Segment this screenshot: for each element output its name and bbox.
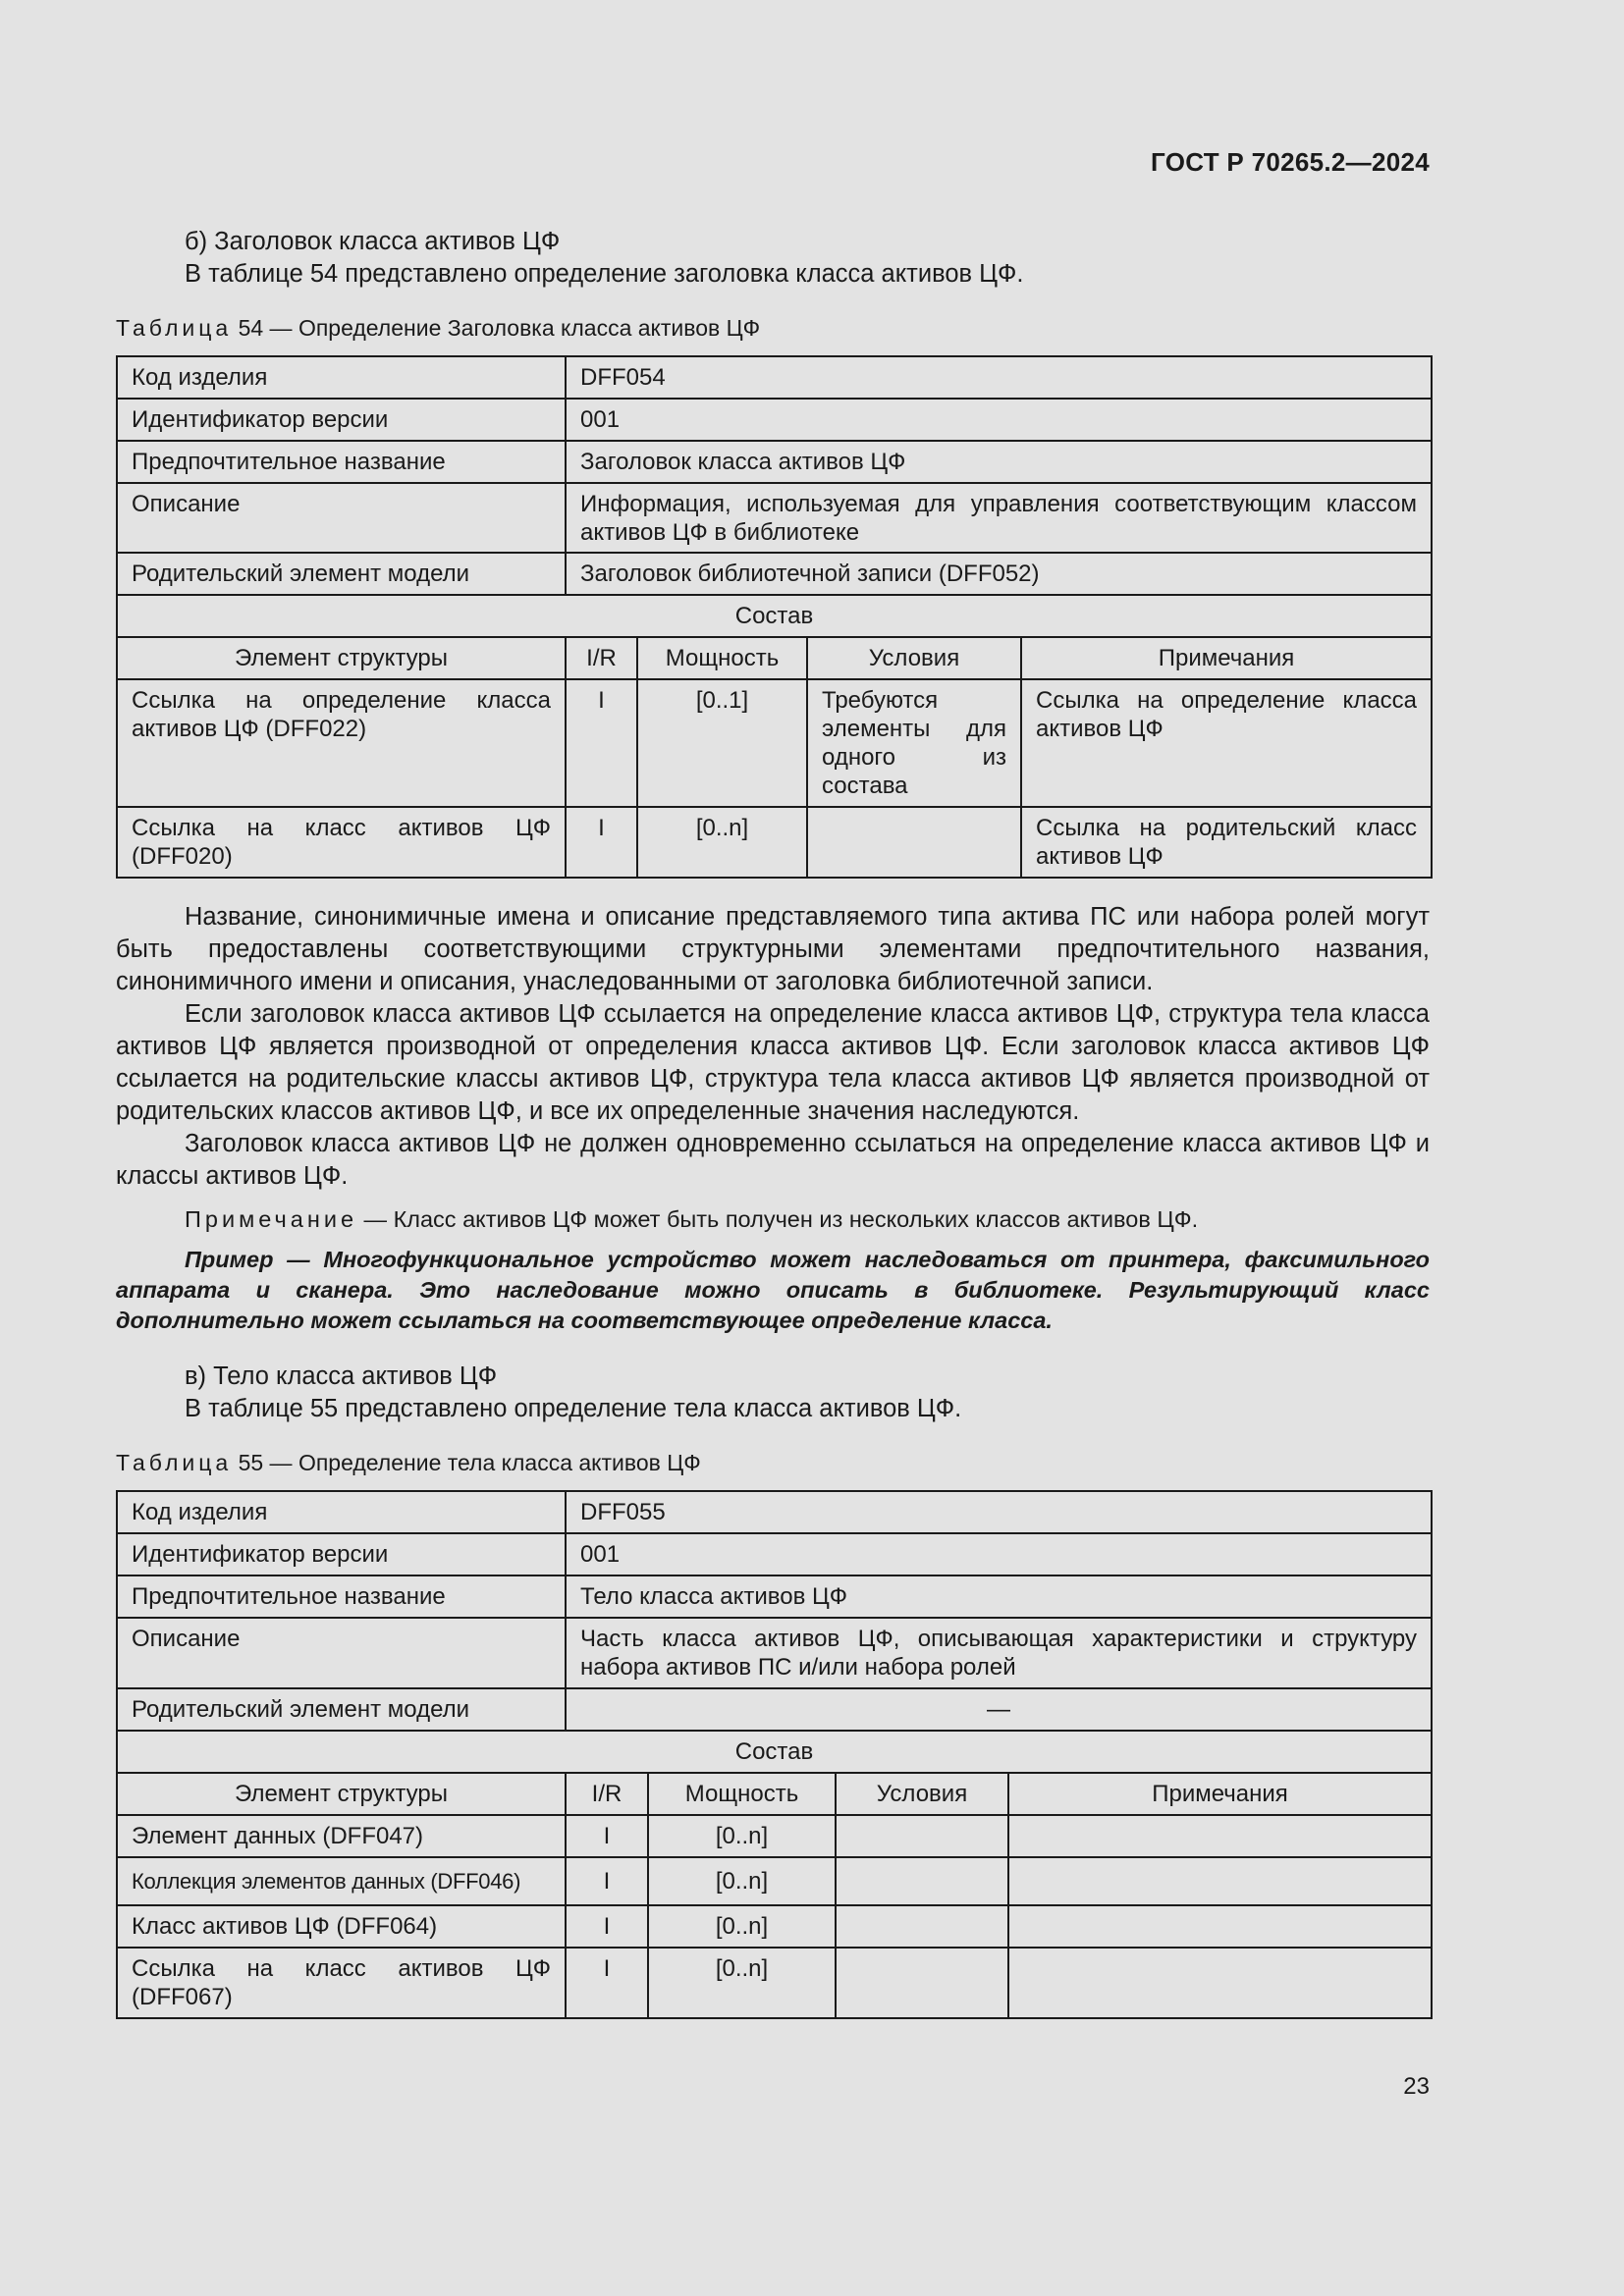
row-label: Код изделия (117, 356, 566, 399)
table-row (117, 1575, 1432, 1618)
row-value: 001 (566, 1533, 1432, 1575)
section-v-heading: в) Тело класса активов ЦФ (185, 1362, 498, 1390)
column-header-row (117, 637, 1432, 679)
item-cardinality: [0..n] (648, 1948, 836, 2018)
item-cardinality: [0..n] (637, 807, 807, 878)
row-label: Код изделия (117, 1491, 566, 1533)
item-element: Элемент данных (DFF047) (117, 1815, 566, 1857)
item-ir: I (566, 807, 637, 878)
table54-caption-rest: 54 — Определение Заголовка класса активов ЦФ (232, 315, 761, 341)
item-conditions (836, 1905, 1008, 1948)
table-row (117, 1688, 1432, 1731)
item-conditions (836, 1948, 1008, 2018)
row-value: Заголовок класса активов ЦФ (566, 441, 1432, 483)
table-row (117, 807, 1432, 878)
table55-caption-prefix: Таблица (116, 1450, 233, 1475)
row-value: Тело класса активов ЦФ (566, 1575, 1432, 1618)
item-element: Ссылка на определение класса активов ЦФ (DFF022) (117, 679, 566, 807)
item-notes: Ссылка на определение класса активов ЦФ (1021, 679, 1432, 807)
paragraph-1: Название, синонимичные имена и описание представляемого типа актива ПС или набора ролей могут быть предоставлены соответствующими структурными элементами предпочтительного названия, синонимичного имени и описания, унаследованными от заголовка библиотечной записи. (116, 903, 1430, 995)
table55 (116, 1490, 1430, 2019)
table-row (117, 553, 1432, 595)
table54-caption-prefix: Таблица (116, 315, 233, 341)
row-value: Заголовок библиотечной записи (DFF052) (566, 553, 1432, 595)
document-code: ГОСТ Р 70265.2—2024 (1151, 147, 1430, 177)
item-conditions (836, 1857, 1008, 1905)
item-notes (1008, 1905, 1432, 1948)
column-header-row (117, 1773, 1432, 1815)
body-text (116, 901, 1430, 1336)
row-value: DFF054 (566, 356, 1432, 399)
column-header: Элемент структуры (117, 637, 566, 679)
table54 (116, 355, 1430, 879)
table-row (117, 483, 1432, 553)
column-header: Мощность (637, 637, 807, 679)
table-row (117, 1905, 1432, 1948)
item-notes (1008, 1815, 1432, 1857)
table-row (117, 441, 1432, 483)
column-header: Условия (836, 1773, 1008, 1815)
example: Пример — Многофункциональное устройство может наследоваться от принтера, факсимильного аппарата и сканера. Это наследование можно описать в библиотеке. Результирующий класс дополнительно может ссылаться на соответствующее определение класса. (116, 1247, 1430, 1333)
section-b-intro-text: В таблице 54 представлено определение заголовка класса активов ЦФ. (185, 260, 1024, 288)
table-row (117, 679, 1432, 807)
page-number: 23 (1403, 2073, 1430, 2100)
item-cardinality: [0..1] (637, 679, 807, 807)
row-label: Предпочтительное название (117, 1575, 566, 1618)
item-cardinality: [0..n] (648, 1905, 836, 1948)
item-ir: I (566, 1815, 648, 1857)
paragraph-2: Если заголовок класса активов ЦФ ссылается на определение класса активов ЦФ, структура тела класса активов ЦФ является производной от определения класса активов ЦФ. Если заголовок класса активов ЦФ ссылается на родительские классы активов ЦФ, структура тела класса активов ЦФ является производной от родительских классов активов ЦФ, и все их определенные значения наследуются. (116, 1000, 1430, 1125)
row-label: Родительский элемент модели (117, 1688, 566, 1731)
column-header: Мощность (648, 1773, 836, 1815)
item-notes (1008, 1948, 1432, 2018)
item-ir: I (566, 1905, 648, 1948)
row-label: Описание (117, 1618, 566, 1688)
column-header: Примечания (1008, 1773, 1432, 1815)
row-label: Идентификатор версии (117, 399, 566, 441)
table-row (117, 1533, 1432, 1575)
item-notes (1008, 1857, 1432, 1905)
row-label: Родительский элемент модели (117, 553, 566, 595)
column-header: Примечания (1021, 637, 1432, 679)
composition-label: Состав (117, 595, 1432, 637)
column-header: Условия (807, 637, 1021, 679)
item-ir: I (566, 679, 637, 807)
item-conditions (807, 807, 1021, 878)
composition-row (117, 595, 1432, 637)
table-row (117, 1815, 1432, 1857)
section-b-intro (116, 226, 1430, 291)
table-row (117, 399, 1432, 441)
note (116, 1204, 1430, 1235)
row-value: DFF055 (566, 1491, 1432, 1533)
item-element: Ссылка на класс активов ЦФ (DFF020) (117, 807, 566, 878)
table55-caption-rest: 55 — Определение тела класса активов ЦФ (232, 1450, 701, 1475)
item-conditions (836, 1815, 1008, 1857)
table-row (117, 1857, 1432, 1905)
note-text: — Класс активов ЦФ может быть получен из нескольких классов активов ЦФ. (357, 1206, 1199, 1232)
section-b-heading: б) Заголовок класса активов ЦФ (185, 228, 561, 255)
table54-caption (116, 313, 1430, 343)
item-element: Ссылка на класс активов ЦФ (DFF067) (117, 1948, 566, 2018)
table55-caption (116, 1448, 1430, 1477)
item-cardinality: [0..n] (648, 1815, 836, 1857)
column-header: Элемент структуры (117, 1773, 566, 1815)
table-row (117, 1948, 1432, 2018)
column-header: I/R (566, 1773, 648, 1815)
row-label: Идентификатор версии (117, 1533, 566, 1575)
composition-label: Состав (117, 1731, 1432, 1773)
row-value: Часть класса активов ЦФ, описывающая характеристики и структуру набора активов ПС и/или набора ролей (566, 1618, 1432, 1688)
item-cardinality: [0..n] (648, 1857, 836, 1905)
table-row (117, 1618, 1432, 1688)
section-v-intro-text: В таблице 55 представлено определение тела класса активов ЦФ. (185, 1395, 962, 1422)
item-element: Коллекция элементов данных (DFF046) (117, 1857, 566, 1905)
row-label: Предпочтительное название (117, 441, 566, 483)
table-row (117, 1491, 1432, 1533)
row-value: 001 (566, 399, 1432, 441)
note-prefix: Примечание (185, 1206, 358, 1232)
row-value: — (566, 1688, 1432, 1731)
paragraph-3: Заголовок класса активов ЦФ не должен одновременно ссылаться на определение класса активов ЦФ и классы активов ЦФ. (116, 1130, 1430, 1190)
composition-row (117, 1731, 1432, 1773)
row-value: Информация, используемая для управления соответствующим классом активов ЦФ в библиотеке (566, 483, 1432, 553)
item-element: Класс активов ЦФ (DFF064) (117, 1905, 566, 1948)
row-label: Описание (117, 483, 566, 553)
item-conditions: Требуются элементы для одного из состава (807, 679, 1021, 807)
item-notes: Ссылка на родительский класс активов ЦФ (1021, 807, 1432, 878)
item-ir: I (566, 1948, 648, 2018)
section-v-intro (116, 1361, 1430, 1425)
item-ir: I (566, 1857, 648, 1905)
table-row (117, 356, 1432, 399)
column-header: I/R (566, 637, 637, 679)
